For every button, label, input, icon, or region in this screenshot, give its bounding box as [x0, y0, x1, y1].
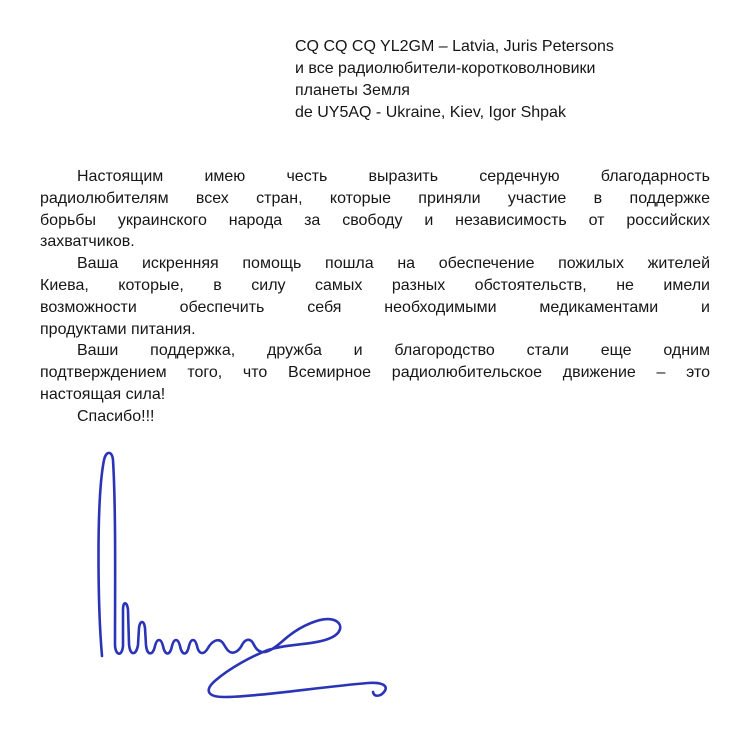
closing-line: Спасибо!!!	[77, 407, 155, 425]
header-line-3: планеты Земля	[295, 82, 410, 99]
header-line-2: и все радиолюбители-коротковолновики	[295, 60, 596, 77]
paragraph-2-line: Ваша искренняя помощь пошла на обеспечение пожилых жителей	[77, 255, 710, 273]
header-line-4: de UY5AQ - Ukraine, Kiev, Igor Shpak	[295, 104, 566, 121]
paragraph-3-line: подтверждением того, что Всемирное радиолюбительское движение – это	[40, 364, 710, 382]
paragraph-1-line: борьбы украинского народа за свободу и независимость от российских	[40, 211, 710, 229]
header-line-1: CQ CQ CQ YL2GM – Latvia, Juris Petersons	[295, 38, 614, 55]
paragraph-1-line: захватчиков.	[40, 233, 135, 251]
paragraph-1-line: радиолюбителям всех стран, которые приняли участие в поддержке	[40, 189, 710, 207]
paragraph-2-line: продуктами питания.	[40, 320, 196, 338]
paragraph-2-line: возможности обеспечить себя необходимыми медикаментами и	[40, 298, 710, 316]
signature-image	[80, 440, 400, 730]
paragraph-3-line: настоящая сила!	[40, 385, 166, 403]
letter-header	[295, 36, 715, 124]
signature-stroke	[99, 453, 386, 697]
paragraph-1-line: Настоящим имею честь выразить сердечную благодарность	[77, 168, 710, 185]
letter-body	[40, 166, 710, 428]
paragraph-3-line: Ваши поддержка, дружба и благородство стали еще одним	[77, 342, 710, 360]
handwritten-signature	[80, 440, 400, 730]
paragraph-2-line: Киева, которые, в силу самых разных обстоятельств, не имели	[40, 276, 710, 294]
